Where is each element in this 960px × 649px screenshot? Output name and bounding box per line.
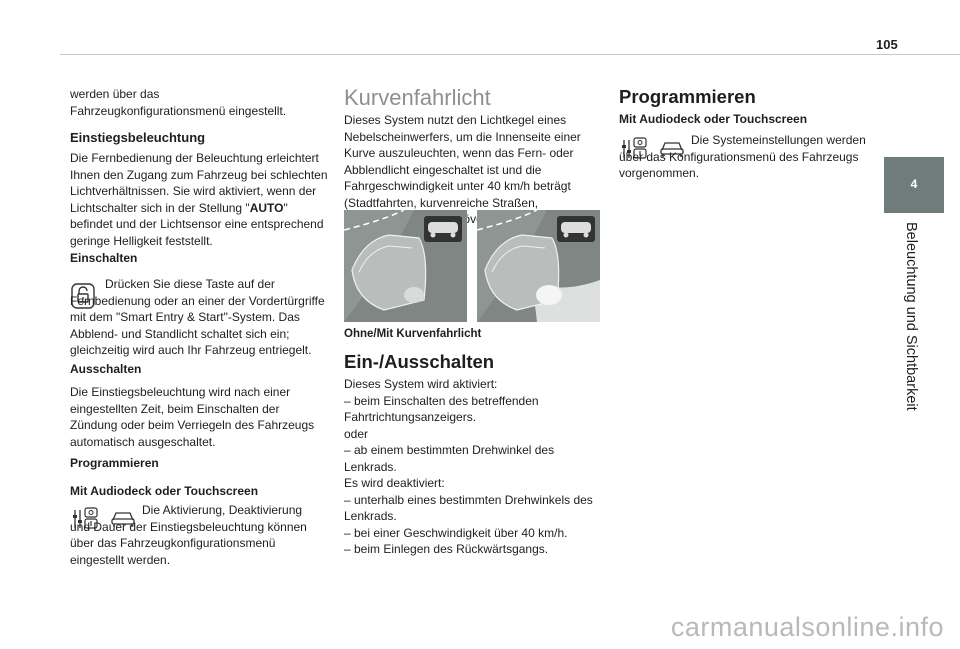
einstieg-text: Die Fernbedienung der Beleuchtung erleichtert Ihnen den Zugang zum Fahrzeug bei schlechten Lichtverhältnissen. Sie wird aktiviert, wenn der Lichtschalter sich in der Stellung "AUTO" befindet und der Lichtsensor eine entsprechend geringe Helligkeit feststellt. [70, 151, 328, 248]
ein-line: Lenkrads. [344, 509, 397, 523]
kurvenfahrlicht-title: Kurvenfahrlicht [344, 85, 491, 110]
illustration-without-cornering-light [344, 210, 467, 322]
ein-line: Es wird deaktiviert: [344, 476, 445, 490]
watermark: carmanualsonline.info [670, 612, 944, 642]
chapter-tab[interactable] [884, 157, 944, 213]
ein-line: – ab einem bestimmten Drehwinkel des Lenkrads. [344, 443, 555, 474]
kurvenfahrlicht-text: Dieses System nutzt den Lichtkegel eines Nebelscheinwerfers, um die Innenseite einer Kurve auszuleuchten, wenn das Fern- oder Abblendlicht eingeschaltet ist und die Fahrgeschwindigkeit unter 40 km/h beträgt (Stadtfahrten, kurvenreiche Straßen, [344, 113, 581, 210]
chapter-number: 4 [910, 177, 918, 191]
audiodeck-text: Die Aktivierung, Deaktivierung und Dauer der Einstiegsbeleuchtung können über das Fahrzeugkonfigurationsmenü eingestellt werden. [70, 503, 307, 567]
ein-ausschalten-title: Ein-/Ausschalten [344, 351, 495, 372]
ausschalten-heading: Ausschalten [70, 362, 142, 376]
ein-line: – beim Einlegen des Rückwärtsgangs. [344, 542, 549, 556]
einschalten-text: Drücken Sie diese Taste auf der Fernbedienung oder an einer der Vordertürgriffe mit dem "Smart Entry & Start"-System. Das Abblend- und Standlicht schaltet sich ein; gleichzeitig wird auch Ihr Fahrzeug entriegelt. [70, 277, 325, 357]
illustration-with-cornering-light [477, 210, 600, 322]
chapter-title: Beleuchtung und Sichtbarkeit [903, 222, 919, 411]
ein-line: Dieses System wird aktiviert: [344, 377, 498, 391]
ein-ausschalten-list [344, 376, 600, 558]
programmieren-title: Programmieren [619, 86, 756, 107]
ein-line: oder [344, 426, 369, 441]
ein-line: – beim Einschalten des betreffenden [344, 393, 539, 408]
auto-label: AUTO [249, 200, 284, 215]
programmieren-heading: Programmieren [70, 456, 159, 470]
audiodeck-heading-2: Mit Audiodeck oder Touchscreen [619, 112, 808, 126]
einschalten-heading: Einschalten [70, 251, 138, 265]
header-rule [60, 54, 960, 55]
ein-line: – unterhalb eines bestimmten Drehwinkels des [344, 492, 593, 507]
audiodeck-heading: Mit Audiodeck oder Touchscreen [70, 484, 259, 498]
intro-text: werden über das Fahrzeugkonfigurationsmenü eingestellt. [70, 87, 287, 118]
ausschalten-text: Die Einstiegsbeleuchtung wird nach einer eingestellten Zeit, beim Einschalten der Zündung oder beim Verriegeln des Fahrzeugs automatisch ausgeschaltet. [70, 385, 315, 449]
figure-caption: Ohne/Mit Kurvenfahrlicht [344, 328, 482, 340]
ein-line: Fahrtrichtungsanzeigers. [344, 410, 477, 424]
programmieren-text: Die Systemeinstellungen werden über das Konfigurationsmenü des Fahrzeugs vorgenommen. [619, 133, 866, 180]
page-number: 105 [876, 37, 898, 52]
ein-line: – bei einer Geschwindigkeit über 40 km/h. [344, 525, 568, 540]
einstieg-heading: Einstiegsbeleuchtung [70, 130, 206, 145]
